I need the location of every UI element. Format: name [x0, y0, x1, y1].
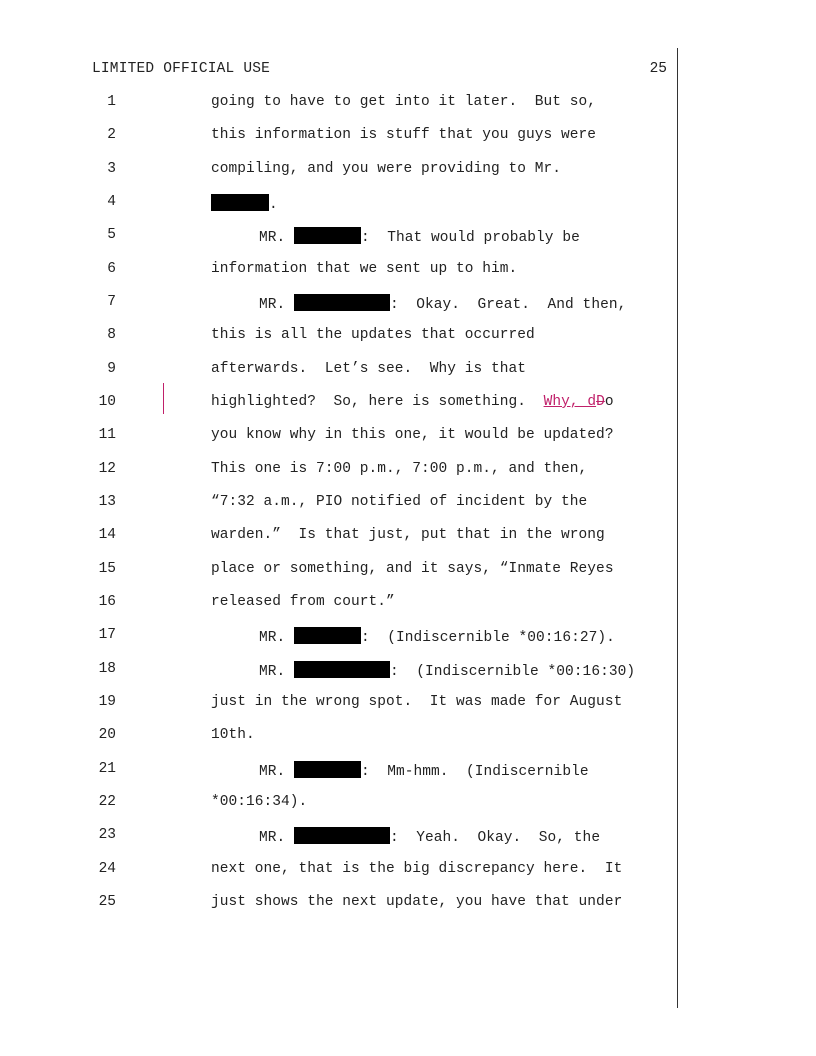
redaction-box	[294, 227, 361, 244]
redaction-box	[294, 761, 361, 778]
line-number: 25	[98, 894, 116, 910]
line-number: 24	[98, 861, 116, 877]
transcript-line-22	[0, 794, 676, 814]
line-text: just shows the next update, you have that under	[211, 894, 623, 910]
line-number: 4	[107, 194, 116, 210]
line-text	[259, 294, 626, 313]
line-number: 22	[98, 794, 116, 810]
line-text: going to have to get into it later. But so,	[211, 94, 597, 110]
transcript-line-10	[0, 394, 676, 414]
transcript-line-7	[0, 294, 676, 314]
redaction-box	[211, 194, 269, 211]
line-text	[259, 827, 600, 846]
line-text-fragment: .	[269, 197, 278, 213]
line-text-fragment: highlighted? So, here is something.	[211, 394, 544, 410]
line-text: compiling, and you were providing to Mr.	[211, 161, 562, 177]
line-number: 9	[107, 361, 116, 377]
transcript-line-16	[0, 594, 676, 614]
speaker-label: MR.	[259, 297, 286, 313]
line-number: 5	[107, 227, 116, 243]
line-number: 18	[98, 661, 116, 677]
transcript-line-2	[0, 127, 676, 147]
transcript-line-20	[0, 727, 676, 747]
redaction-box	[294, 827, 390, 844]
transcript-line-15	[0, 561, 676, 581]
line-number: 20	[98, 727, 116, 743]
line-text-fragment: o	[604, 394, 614, 410]
line-number: 6	[107, 261, 116, 277]
line-number: 2	[107, 127, 116, 143]
line-number: 14	[98, 527, 116, 543]
transcript-line-11	[0, 427, 676, 447]
line-number: 12	[98, 461, 116, 477]
classification-header: LIMITED OFFICIAL USE	[92, 61, 271, 77]
speaker-label: MR.	[259, 830, 286, 846]
line-number: 15	[98, 561, 116, 577]
redaction-box	[294, 661, 390, 678]
transcript-line-12	[0, 461, 676, 481]
line-number: 13	[98, 494, 116, 510]
line-number: 8	[107, 327, 116, 343]
speaker-label: MR.	[259, 230, 286, 246]
line-text: this information is stuff that you guys were	[211, 127, 597, 143]
line-number: 1	[107, 94, 116, 110]
line-text: next one, that is the big discrepancy here. It	[211, 861, 623, 877]
line-number: 16	[98, 594, 116, 610]
line-text: information that we sent up to him.	[211, 261, 518, 277]
transcript-line-6	[0, 261, 676, 281]
line-text-fragment: : Mm-hmm. (Indiscernible	[361, 764, 589, 780]
line-text: This one is 7:00 p.m., 7:00 p.m., and then,	[211, 461, 588, 477]
line-number: 21	[98, 761, 116, 777]
line-text	[259, 227, 580, 246]
line-text: “7:32 a.m., PIO notified of incident by the	[211, 494, 588, 510]
line-text: afterwards. Let’s see. Why is that	[211, 361, 527, 377]
line-number: 19	[98, 694, 116, 710]
transcript-line-24	[0, 861, 676, 881]
line-text-fragment: : (Indiscernible *00:16:27).	[361, 630, 615, 646]
line-text-fragment: : Okay. Great. And then,	[390, 297, 627, 313]
line-number: 23	[98, 827, 116, 843]
line-text-fragment: : That would probably be	[361, 230, 580, 246]
transcript-line-5	[0, 227, 676, 247]
line-text: warden.” Is that just, put that in the wrong	[211, 527, 605, 543]
speaker-label: MR.	[259, 764, 286, 780]
transcript-line-8	[0, 327, 676, 347]
line-text	[259, 661, 635, 680]
line-text	[211, 194, 278, 213]
transcript-line-1	[0, 94, 676, 114]
line-number: 17	[98, 627, 116, 643]
line-text: just in the wrong spot. It was made for August	[211, 694, 623, 710]
line-number: 10	[98, 394, 116, 410]
speaker-label: MR.	[259, 630, 286, 646]
speaker-label: MR.	[259, 664, 286, 680]
line-text: released from court.”	[211, 594, 395, 610]
line-text: this is all the updates that occurred	[211, 327, 535, 343]
line-number: 11	[98, 427, 116, 443]
line-text	[259, 627, 615, 646]
line-text: place or something, and it says, “Inmate Reyes	[211, 561, 614, 577]
line-text	[259, 761, 589, 780]
transcript-line-23	[0, 827, 676, 847]
line-text-fragment: : (Indiscernible *00:16:30)	[390, 664, 636, 680]
transcript-line-3	[0, 161, 676, 181]
transcript-line-18	[0, 661, 676, 681]
line-number: 3	[107, 161, 116, 177]
redaction-box	[294, 627, 361, 644]
right-margin-rule	[677, 48, 678, 1008]
transcript-line-14	[0, 527, 676, 547]
transcript-line-19	[0, 694, 676, 714]
inserted-text: Why, d	[543, 394, 597, 410]
transcript-line-4	[0, 194, 676, 214]
transcript-line-17	[0, 627, 676, 647]
line-text: 10th.	[211, 727, 255, 743]
line-text: *00:16:34).	[211, 794, 308, 810]
transcript-line-9	[0, 361, 676, 381]
line-text-fragment: : Yeah. Okay. So, the	[390, 830, 601, 846]
transcript-line-13	[0, 494, 676, 514]
deleted-text: D	[596, 394, 605, 410]
redaction-box	[294, 294, 390, 311]
transcript-line-21	[0, 761, 676, 781]
page-number: 25	[649, 61, 667, 77]
line-text: you know why in this one, it would be updated?	[211, 427, 614, 443]
transcript-line-25	[0, 894, 676, 914]
line-text	[211, 394, 614, 410]
line-number: 7	[107, 294, 116, 310]
